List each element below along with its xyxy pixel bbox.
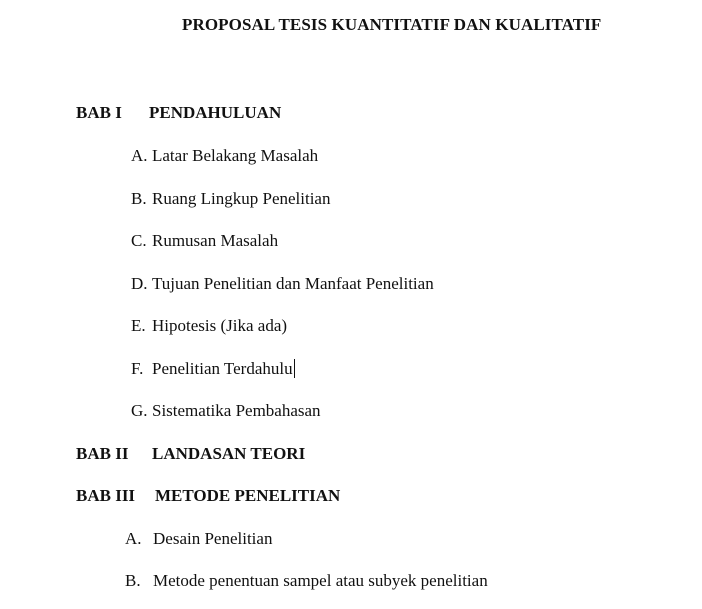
list-item bbox=[131, 189, 330, 209]
list-item-letter: C. bbox=[131, 231, 147, 250]
text-cursor bbox=[294, 359, 295, 378]
list-item-text: Hipotesis (Jika ada) bbox=[152, 316, 288, 335]
list-item-letter: D. bbox=[131, 274, 148, 293]
list-item-text: Rumusan Masalah bbox=[152, 231, 279, 250]
list-item bbox=[131, 359, 295, 379]
list-item-letter: A. bbox=[131, 146, 148, 165]
chapter-title: PENDAHULUAN bbox=[149, 103, 282, 122]
chapter-number: BAB II bbox=[76, 444, 129, 463]
list-item-letter: B. bbox=[131, 189, 147, 208]
list-item-text: Desain Penelitian bbox=[153, 529, 273, 548]
chapter-title: METODE PENELITIAN bbox=[155, 486, 341, 505]
chapter-heading-3 bbox=[76, 486, 340, 506]
chapter-heading-1 bbox=[76, 103, 281, 123]
chapter-title: LANDASAN TEORI bbox=[152, 444, 306, 463]
list-item-text: Metode penentuan sampel atau subyek penelitian bbox=[153, 571, 488, 590]
chapter-number: BAB III bbox=[76, 486, 136, 505]
list-item-text: Penelitian Terdahulu bbox=[152, 359, 293, 378]
chapter-heading-2 bbox=[76, 444, 305, 464]
list-item bbox=[125, 529, 272, 549]
list-item-letter: F. bbox=[131, 359, 144, 378]
list-item-text: Sistematika Pembahasan bbox=[152, 401, 321, 420]
list-item-letter: B. bbox=[125, 571, 141, 590]
chapter-number: BAB I bbox=[76, 103, 122, 122]
list-item-text: Ruang Lingkup Penelitian bbox=[152, 189, 331, 208]
list-item-letter: G. bbox=[131, 401, 148, 420]
list-item-text: Latar Belakang Masalah bbox=[152, 146, 319, 165]
list-item-letter: E. bbox=[131, 316, 146, 335]
list-item bbox=[131, 146, 318, 166]
list-item bbox=[131, 274, 434, 294]
list-item bbox=[131, 401, 321, 421]
list-item bbox=[125, 571, 488, 591]
list-item bbox=[131, 316, 287, 336]
list-item bbox=[131, 231, 278, 251]
list-item-text: Tujuan Penelitian dan Manfaat Penelitian bbox=[152, 274, 434, 293]
list-item-letter: A. bbox=[125, 529, 142, 548]
document-title: PROPOSAL TESIS KUANTITATIF DAN KUALITATIF bbox=[182, 15, 602, 34]
